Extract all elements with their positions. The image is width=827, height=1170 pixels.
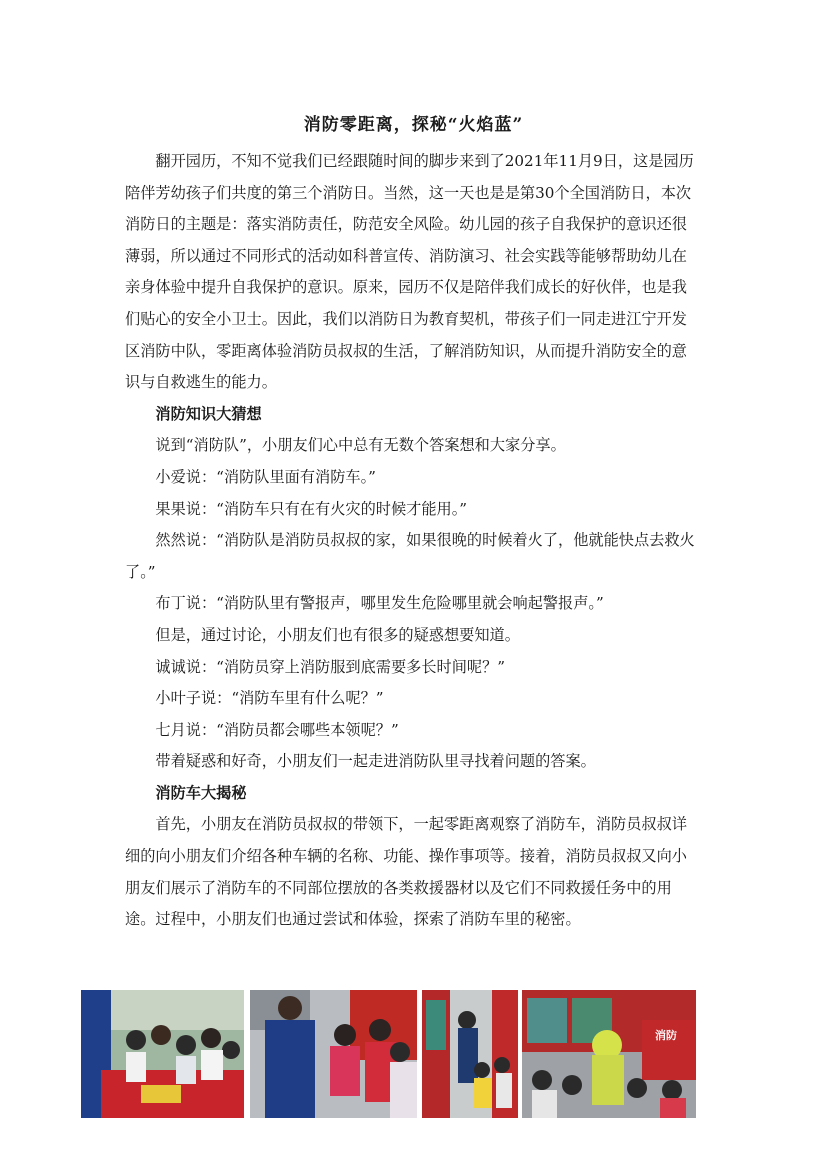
dialogue-line: 小叶子说：“消防车里有什么呢？” xyxy=(155,689,384,708)
truck-paragraph: 首先，小朋友在消防员叔叔的带领下，一起零距离观察了消防车，消防员叔叔详细的向小朋友们介绍各种车辆的名称、功能、操作事项等。接着，消防员叔叔又向小朋友们展示了消防车的不同部位摆放的各类救援器材以及它们不同救援任务中的用途。过程中，小朋友们也通过尝试和体验，探索了消防车里的秘密。 xyxy=(125,815,687,929)
photo-fire-truck-equipment xyxy=(422,990,518,1118)
section-heading-guess: 消防知识大猜想 xyxy=(155,404,262,423)
dialogue-line: 布丁说：“消防队里有警报声，哪里发生危险哪里就会响起警报声。” xyxy=(155,594,604,613)
photo-children-outdoor xyxy=(81,990,244,1118)
dialogue-line: 但是，通过讨论，小朋友们也有很多的疑惑想要知道。 xyxy=(155,625,520,644)
dialogue-line: 带着疑惑和好奇，小朋友们一起走进消防队里寻找着问题的答案。 xyxy=(155,752,596,771)
photo-strip xyxy=(81,990,696,1118)
article-body xyxy=(125,146,702,936)
dialogue-line: 七月说：“消防员都会哪些本领呢？” xyxy=(155,720,399,739)
article-title: 消防零距离，探秘“火焰蓝” xyxy=(303,115,524,135)
section-heading-truck: 消防车大揭秘 xyxy=(155,783,247,802)
truck-label: 消防 xyxy=(655,1029,677,1042)
dialogue-line: 果果说：“消防车只有在有火灾的时候才能用。” xyxy=(155,499,468,518)
dialogue-line: 然然说：“消防队是消防员叔叔的家，如果很晚的时候着火了，他就能快点去救火了。” xyxy=(125,531,695,581)
photo-firefighter-suit xyxy=(522,990,696,1118)
intro-paragraph: 翻开园历，不知不觉我们已经跟随时间的脚步来到了2021年11月9日，这是园历陪伴芳幼孩子们共度的第三个消防日。当然，这一天也是是第30个全国消防日，本次消防日的主题是：落实消防责任，防范安全风险。幼儿园的孩子自我保护的意识还很薄弱，所以通过不同形式的活动如科普宣传、消防演习、社会实践等能够帮助幼儿在亲身体验中提升自我保护的意识。原来，园历不仅是陪伴我们成长的好伙伴，也是我们贴心的安全小卫士。因此，我们以消防日为教育契机，带孩子们一同走进江宁开发区消防中队，零距离体验消防员叔叔的生活，了解消防知识，从而提升消防安全的意识与自救逃生的能力。 xyxy=(125,152,694,392)
dialogue-line: 说到“消防队”，小朋友们心中总有无数个答案想和大家分享。 xyxy=(155,436,566,455)
photo-firefighter-children xyxy=(250,990,417,1118)
dialogue-line: 小爱说：“消防队里面有消防车。” xyxy=(155,467,376,486)
dialogue-line: 诚诚说：“消防员穿上消防服到底需要多长时间呢？” xyxy=(155,657,506,676)
